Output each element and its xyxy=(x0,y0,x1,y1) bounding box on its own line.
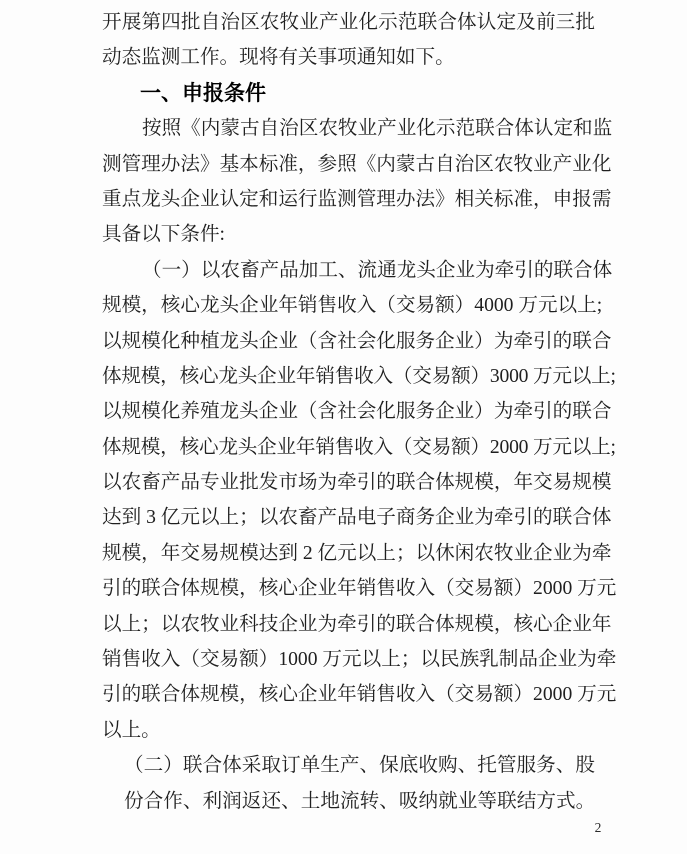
text-line: 引的联合体规模，核心企业年销售收入（交易额）2000 万元 xyxy=(102,578,617,600)
text-line: 以农畜产品专业批发市场为牵引的联合体规模，年交易规模 xyxy=(102,472,612,494)
page-number: 2 xyxy=(594,820,602,835)
text-line: 按照《内蒙古自治区农牧业产业化示范联合体认定和监 xyxy=(142,118,613,140)
page-body-text xyxy=(102,5,617,819)
text-line: 份合作、利润返还、土地流转、吸纳就业等联结方式。 xyxy=(124,790,595,812)
text-line: 具备以下条件: xyxy=(102,224,226,246)
text-line: 动态监测工作。现将有关事项通知如下。 xyxy=(102,47,455,69)
paragraph-condition-2 xyxy=(102,748,595,819)
text-line: 规模，核心龙头企业年销售收入（交易额）4000 万元以上; xyxy=(102,295,603,317)
text-line: 以规模化种植龙头企业（含社会化服务企业）为牵引的联合 xyxy=(102,330,612,352)
text-line: 达到 3 亿元以上；以农畜产品电子商务企业为牵引的联合体 xyxy=(102,507,612,529)
paragraph-intro-continued xyxy=(102,5,595,76)
text-line: 以上。 xyxy=(102,719,161,741)
section-1-heading: 一、申报条件 xyxy=(140,81,266,105)
text-line: 以规模化养殖龙头企业（含社会化服务企业）为牵引的联合 xyxy=(102,401,612,423)
text-line: 体规模，核心龙头企业年销售收入（交易额）2000 万元以上; xyxy=(102,436,616,458)
paragraph-condition-1 xyxy=(102,253,617,748)
text-line: 规模，年交易规模达到 2 亿元以上；以休闲农牧业企业为牵 xyxy=(102,542,612,564)
text-line: 引的联合体规模，核心企业年销售收入（交易额）2000 万元 xyxy=(102,684,617,706)
text-line: 销售收入（交易额）1000 万元以上；以民族乳制品企业为牵 xyxy=(102,649,617,671)
text-line: 体规模，核心龙头企业年销售收入（交易额）3000 万元以上; xyxy=(102,365,616,387)
text-line: （一）以农畜产品加工、流通龙头企业为牵引的联合体 xyxy=(142,259,613,281)
text-line: 以上；以农牧业科技企业为牵引的联合体规模，核心企业年 xyxy=(102,613,612,635)
section-heading xyxy=(102,76,595,111)
paragraph-conditions-lead xyxy=(102,111,613,253)
text-line: 开展第四批自治区农牧业产业化示范联合体认定及前三批 xyxy=(102,12,595,33)
text-line: （二）联合体采取订单生产、保底收购、托管服务、股 xyxy=(124,755,595,777)
text-line: 测管理办法》基本标准，参照《内蒙古自治区农牧业产业化 xyxy=(102,153,612,175)
text-line: 重点龙头企业认定和运行监测管理办法》相关标准，申报需 xyxy=(102,188,612,210)
